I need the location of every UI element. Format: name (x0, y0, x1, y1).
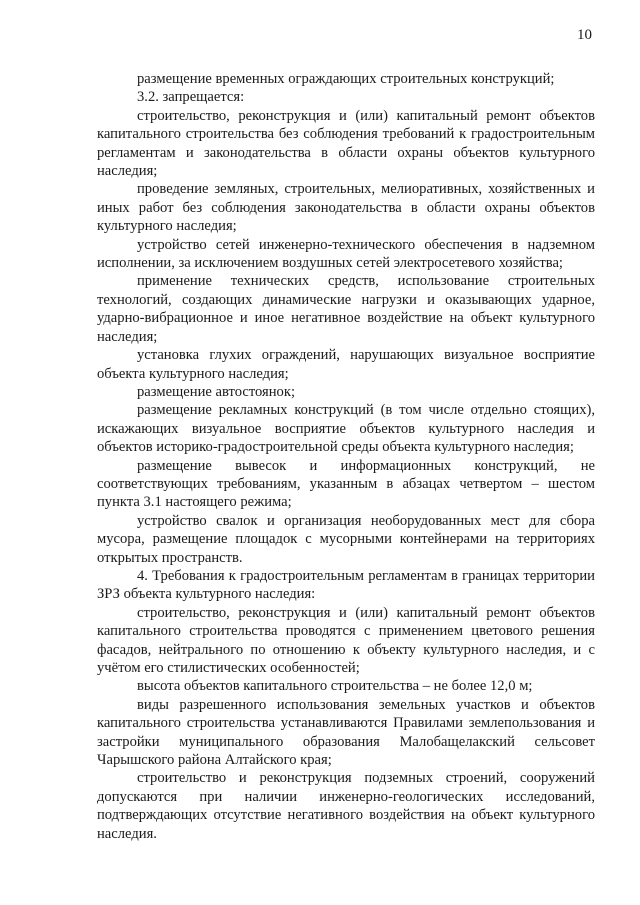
paragraph: устройство сетей инженерно-технического обеспечения в надземном исполнении, за исключением воздушных сетей электросетевого хозяйства; (97, 236, 595, 272)
paragraph: размещение временных ограждающих строительных конструкций; (137, 71, 555, 87)
paragraph: виды разрешенного использования земельных участков и объектов капитального строительства устанавливаются Правилами землепользования и застройки муниципального образования Малобащелакский сельсовет Чарышского района Алтайского края; (97, 696, 595, 769)
paragraph: устройство свалок и организация необорудованных мест для сбора мусора, размещение площадок с мусорными контейнерами на территориях открытых пространств. (97, 512, 595, 566)
paragraph: строительство, реконструкция и (или) капитальный ремонт объектов капитального строительства проводятся с применением цветового решения фасадов, нейтрального по отношению к объекту культурного наследия, и с учётом его стилистических особенностей; (97, 604, 595, 676)
document-body (97, 70, 595, 843)
paragraph: 3.2. запрещается: (137, 89, 245, 106)
paragraph: проведение земляных, строительных, мелиоративных, хозяйственных и иных работ без соблюдения законодательства в области охраны объектов культурного наследия; (97, 181, 595, 235)
paragraph: строительство, реконструкция и (или) капитальный ремонт объектов капитального строительства без соблюдения требований к градостроительным регламентам и законодательства в области охраны объектов культурного наследия; (97, 107, 595, 180)
page-number: 10 (577, 27, 592, 43)
paragraph: высота объектов капитального строительства – не более 12,0 м; (137, 678, 533, 695)
paragraph: размещение автостоянок; (137, 383, 296, 400)
paragraph: применение технических средств, использование строительных технологий, создающих динамические нагрузки и оказывающих ударное, ударно-вибрационное и иное негативное воздействие на объект культурного наследия; (97, 273, 595, 345)
paragraph: 4. Требования к градостроительным регламентам в границах территории ЗРЗ объекта культурного наследия: (97, 567, 595, 603)
paragraph: строительство и реконструкция подземных строений, сооружений допускаются при наличии инженерно-геологических исследований, подтверждающих отсутствие негативного воздействия на объект культурного наследия. (97, 770, 595, 842)
paragraph: размещение вывесок и информационных конструкций, не соответствующих требованиям, указанным в абзацах четвертом – шестом пункта 3.1 настоящего режима; (97, 457, 595, 511)
paragraph: размещение рекламных конструкций (в том числе отдельно стоящих), искажающих визуальное восприятие объектов культурного наследия и объектов историко-градостроительной среды объекта культурного наследия; (97, 402, 595, 456)
paragraph: установка глухих ограждений, нарушающих визуальное восприятие объекта культурного наследия; (97, 347, 595, 382)
